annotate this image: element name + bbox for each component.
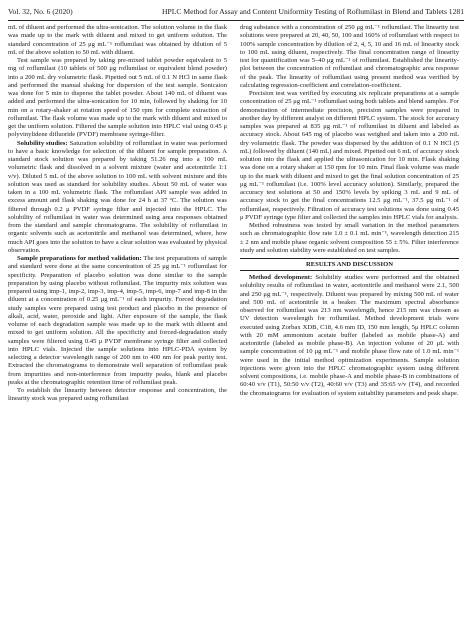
paragraph-heading: Method development: xyxy=(249,274,313,281)
paragraph xyxy=(240,274,459,398)
paragraph-text: Test sample was prepared by taking pre-mixed tablet powder equivalent to 5 mg of roflumilast (10 tablets of 500 μg roflumilast or equivalent blend powder) into a 200 mL dry volumetric flask. Pipetted out 5 mL of 0.1 N HCl in same flask and performed the manual shaking for dispersion of the test sample. Sonicaion was done for 5 min to disperse the tablet powder. About 140 mL of diluent was added and performed the ultra-sonication for 10 min, followed by shaking for 10 min on a rotary-shaker at rotation speed of 150 rpm for complete extraction of roflumilast. The flask volume was made up to the mark with diluent and mixed to get the uniform solution. Filtered the sample solution into HPLC vial using 0.45 μ polyvinylidene difluoride (PVDF) membrane syringe-filter. xyxy=(8,57,227,139)
paragraph xyxy=(8,255,227,387)
paragraph-text: Saturation solubility of roflumilast in water was performed to have a basic knowledge for selection of the diluent for sample preparation. A standard stock solution was prepared by taking 51.26 mg into a 100 mL volumetric flask and dissolved in a solvent mixture (water and acetonitrile 1:1 v/v). Diluted 5 mL of the above solution to 100 mL with solvent mixture and this solution was used as standard for solubility studies. About 50 mL of water was taken in a 100 mL volumetric flask. The roflumilast API sample was added in excess amount and flask shaking was done for 24 h at 37 ºC. The solution was filtered through 0.2 μ PVDF syringe filter and injected into the HPLC. The solubility of roflumilast in water was determined using area responses obtained from the standard and sample chromatograms. The solubility of roflumilast in organic solvents such as acetonitrile and methanol was determined, where, how much API goes into the solution to have a clear solution was evaluated by physical observation. xyxy=(8,139,227,254)
paragraph-text: Precision test was verified by executing six replicate preparations at a sample concentration of 25 μg mL⁻¹ roflumilast using both tablets and blend samples. For demonstration of intermediate precision, precision samples were prepared in another day by different analyst on different HPLC system. The stock for accuracy samples was prepared at 835 μg mL⁻¹ of roflumilast in diluent and labeled as accuracy stock. About 645 mg of placebo was weighed and taken into a 200 mL dry volumetric flask. The powder was dispersed by the addition of 0.1 N HCl (5 mL) followed by diluent (140 mL) and mixed. Pipetted out 6 mL of accuracy stock solution into the flask and applied the ultrasonication for 10 min. Flask shaking was done on a rotary shaker at 150 rpm for 10 min. Final flask volume was made up to the mark with diluent and mixed to get the final solution concentration of 25 μg mL⁻¹ roflumilast (i.e. 100% level accuracy solution). Similarly, prepared the accuracy test solutions at 50 and 150% levels by spiking 3 mL and 9 mL of accuracy stock to get the final concentrations 12.5 μg mL⁻¹, 37.5 μg mL⁻¹ of roflumilast, respectively. Filtration of accuracy test solutions was done using 0.45 μ PVDF syringe type filter and collected the samples into HPLC vials for analysis. xyxy=(240,90,459,221)
paragraph-heading: Solubility studies: xyxy=(17,139,68,147)
paragraph xyxy=(240,24,459,90)
right-column xyxy=(240,24,459,628)
paragraph-text: Method robustness was tested by small variation in the method parameters such as chromatographic flow rate 1.0 ± 0.1 mL min⁻¹, wavelength detection 215 ± 2 nm and mobile phase organic solvent composition 55 ± 5%. Filter interference study and solution stability were established on test samples. xyxy=(240,222,459,254)
paragraph xyxy=(8,24,227,57)
paragraph-text: The test preparations of sample and standard were done at the same concentration of 25 μg mL⁻¹ roflumilast for specificity. Preparation of placebo solution was done similar to the sample preparation by using placebo without roflumilast. The impurity mix solution was prepared using imp-1, imp-2, imp-3, imp-4, imp-5, imp-6, imp-7 and imp-8 in the diluent at a concentration of 0.25 μg mL⁻¹ of each impurity. Forced degradation study samples were prepared using test product and placebo in the presence of alkali, acid, water, peroxide and light. After exposure of the sample, the flask volume of each degradation sample was made up to the mark with diluent and mixed to get uniform solution. All the specificity and forced-degradation study samples were filtered using 0.45 μ PVDF membrane syringe filter and collected into HPLC vials. Injected the sample solutions into HPLC-PDA system by selecting a detector wavelength range of 200 nm to 400 nm for peak purity test. Extracted the chromatograms to demonstrate well separation of roflumilast peak from impurities and non-interference from impurity peaks, blank and placebo peaks at the chromatographic retention time of roflumilast peak. xyxy=(8,255,227,386)
paragraph-text: Solubility studies were performed and the obtained solubility results of roflumilast in water, acetonitrile and methanol were 2.1, 500 and 250 μg mL⁻¹, respectively. Diluent was prepared by mixing 500 mL of water and 500 mL of acetonitrile in a beaker. The maximum spectral absorbance observed for roflumilast was 213 nm wavelength, hence 215 nm was chosen as UV detection wavelength for roflumilast. Method development trials were executed using Zorbax XDB, C18, 4.6 mm ID, 150 mm length, 5μ HPLC column with 20 mM ammonium acetate buffer (labeled as mobile phase-A) and acetonitrile (labeled as mobile phase-B). An injection volume of 20 μL with sample concentration of 10 μg mL⁻¹ and mobile phase flow rate of 1.0 mL min⁻¹ were used in the initial method optimization experiments. Sample solution injections were given into the HPLC chromatographic system using different solvent compositions, i.e. mobile phase-A and mobile phase-B in combinations of 60:40 v/v (T1), 50:50 v/v (T2), 40:60 v/v (T3) and 35:65 v/v (T4), and recorded the chromatograms for evaluation of system suitability parameters and peak shape. xyxy=(240,274,459,397)
paragraph-text: To establish the linearity between detector response and concentration, the linearity stock was prepared using roflumilast xyxy=(8,387,227,403)
paragraph-heading: Sample preparations for method validation: xyxy=(17,255,142,262)
paragraph xyxy=(240,90,459,222)
paragraph xyxy=(240,222,459,255)
paragraph-text: mL of diluent and performed the ultra-sonication. The solution volume in the flask was made up to the mark with diluent and mixed to get uniform solution. The standard concentration of 25 μg mL⁻¹ roflumilast was obtained by dilution of 5 mL of the above solution to 50 mL with diluent. xyxy=(8,24,227,56)
paragraph xyxy=(8,57,227,140)
left-column xyxy=(8,24,227,628)
running-title: HPLC Method for Assay and Content Uniformity Testing of Roflumilast in Blend and Tablets 1281 xyxy=(162,7,464,16)
paragraph xyxy=(8,387,227,404)
running-header xyxy=(8,6,464,21)
paragraph-text: drug substance with a concentration of 250 μg mL⁻¹ roflumilast. The linearity test solutions were prepared at 20, 40, 50, 100 and 160% of roflumilast with respect to 100% sample concentration by dilution of 2, 4, 5, 10 and 16 mL of linearity stock to 100 mL using diluent, respectively. The final concentration range of linearity test for quantification was 5–40 μg mL⁻¹ of roflumilast. Established the linearity-plot between the concentration of roflumilast and chromatographic area response of the peak. The linearity of roflumilast using present method was verified by calculating regression-coefficient and correlation-coefficient. xyxy=(240,24,459,89)
paragraph xyxy=(8,140,227,256)
section-heading: RESULTS AND DISCUSSION xyxy=(240,258,459,271)
volume-label: Vol. 32, No. 6 (2020) xyxy=(8,7,73,16)
